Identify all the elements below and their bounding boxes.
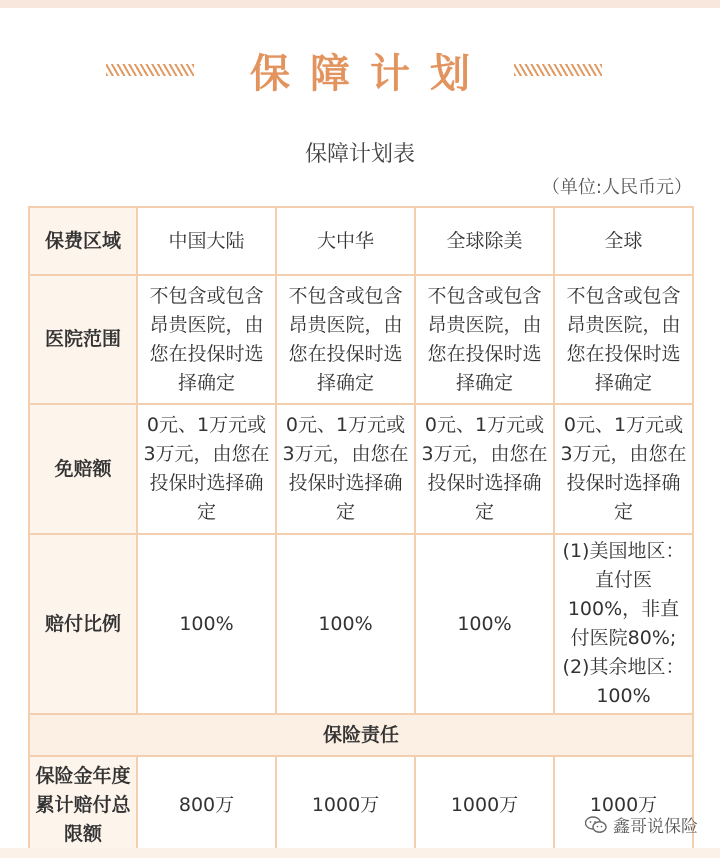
watermark-text: 鑫哥说保险	[613, 817, 698, 837]
table-cell: 100%	[276, 534, 415, 714]
row-header: 保险金年度累计赔付总限额	[29, 756, 137, 854]
table-row	[29, 756, 693, 854]
table-cell: 100%	[415, 534, 554, 714]
table-cell: 100%	[137, 534, 276, 714]
column-header: 大中华	[276, 207, 415, 275]
table-cell: 800万	[137, 756, 276, 854]
column-header: 中国大陆	[137, 207, 276, 275]
row-header: 赔付比例	[29, 534, 137, 714]
table-cell: 不包含或包含昂贵医院，由您在投保时选择确定	[554, 275, 693, 404]
top-strip	[0, 0, 720, 8]
table-row	[29, 404, 693, 534]
column-header: 全球除美	[415, 207, 554, 275]
column-header: 保费区域	[29, 207, 137, 275]
table-cell: 0元、1万元或3万元，由您在投保时选择确定	[554, 404, 693, 534]
page-header	[0, 36, 720, 106]
column-header: 全球	[554, 207, 693, 275]
table-header-row	[29, 207, 693, 275]
table-cell: 不包含或包含昂贵医院，由您在投保时选择确定	[415, 275, 554, 404]
table-cell: (1)美国地区：直付医100%，非直付医院80%;(2)其余地区：100%	[554, 534, 693, 714]
row-header: 免赔额	[29, 404, 137, 534]
section-row	[29, 714, 693, 756]
bottom-strip	[0, 848, 720, 858]
wechat-icon	[585, 816, 607, 834]
table-row	[29, 534, 693, 714]
table-cell: 1000万	[276, 756, 415, 854]
header-decoration-right	[514, 64, 602, 76]
table-cell: 1000万	[554, 756, 693, 854]
page-title: 保障计划	[250, 51, 490, 97]
table-cell: 1000万	[415, 756, 554, 854]
row-header: 医院范围	[29, 275, 137, 404]
table-cell: 不包含或包含昂贵医院，由您在投保时选择确定	[276, 275, 415, 404]
unit-note: （单位:人民币元）	[541, 177, 692, 198]
table-cell: 0元、1万元或3万元，由您在投保时选择确定	[276, 404, 415, 534]
table-title: 保障计划表	[304, 142, 415, 167]
table-cell: 0元、1万元或3万元，由您在投保时选择确定	[415, 404, 554, 534]
table-row	[29, 275, 693, 404]
watermark	[585, 812, 698, 837]
section-title: 保险责任	[29, 714, 693, 756]
plan-table	[28, 206, 694, 855]
table-cell: 不包含或包含昂贵医院，由您在投保时选择确定	[137, 275, 276, 404]
table-cell: 0元、1万元或3万元，由您在投保时选择确定	[137, 404, 276, 534]
